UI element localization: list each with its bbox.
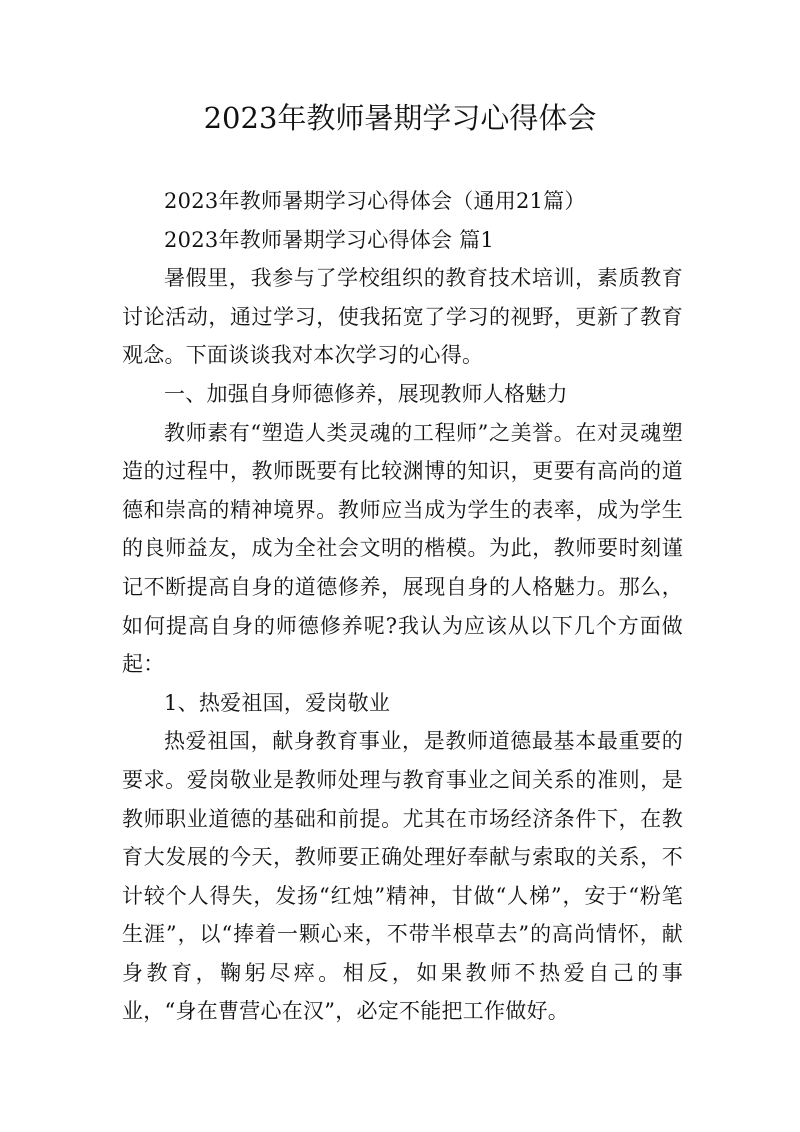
- section-heading: 一、加强自身师德修养，展现教师人格魅力: [164, 381, 568, 406]
- document-body: [122, 182, 683, 1031]
- document-title: 2023年教师暑期学习心得体会: [203, 101, 597, 135]
- body-paragraph: 教师素有“塑造人类灵魂的工程师”之美誉。在对灵魂塑造的过程中，教师既要有比较渊博的知识，更要有高尚的道德和崇高的精神境界。教师应当成为学生的表率，成为学生的良师益友，成为全社会文明的楷模。为此，教师要时刻谨记不断提高自身的道德修养，展现自身的人格魅力。那么，如何提高自身的师德修养呢?我认为应该从以下几个方面做起：: [122, 420, 683, 677]
- body-paragraph: 暑假里，我参与了学校组织的教育技术培训，素质教育讨论活动，通过学习，使我拓宽了学习的视野，更新了教育观念。下面谈谈我对本次学习的心得。: [122, 266, 683, 368]
- body-paragraph: 热爱祖国，献身教育事业，是教师道德最基本最重要的要求。爱岗敬业是教师处理与教育事业之间关系的准则，是教师职业道德的基础和前提。尤其在市场经济条件下，在教育大发展的今天，教师要正确处理好奉献与索取的关系，不计较个人得失，发扬“红烛”精神，甘做“人梯”，安于“粉笔生涯”，以“捧着一颗心来，不带半根草去”的高尚情怀，献身教育，鞠躬尽瘁。相反，如果教师不热爱自己的事业，“身在曹营心在汉”，必定不能把工作做好。: [122, 729, 683, 1024]
- subheading: 1、热爱祖国，爱岗敬业: [164, 690, 391, 715]
- subtitle-paragraph: 2023年教师暑期学习心得体会（通用21篇）: [164, 189, 586, 213]
- section-heading: 2023年教师暑期学习心得体会 篇1: [164, 227, 494, 252]
